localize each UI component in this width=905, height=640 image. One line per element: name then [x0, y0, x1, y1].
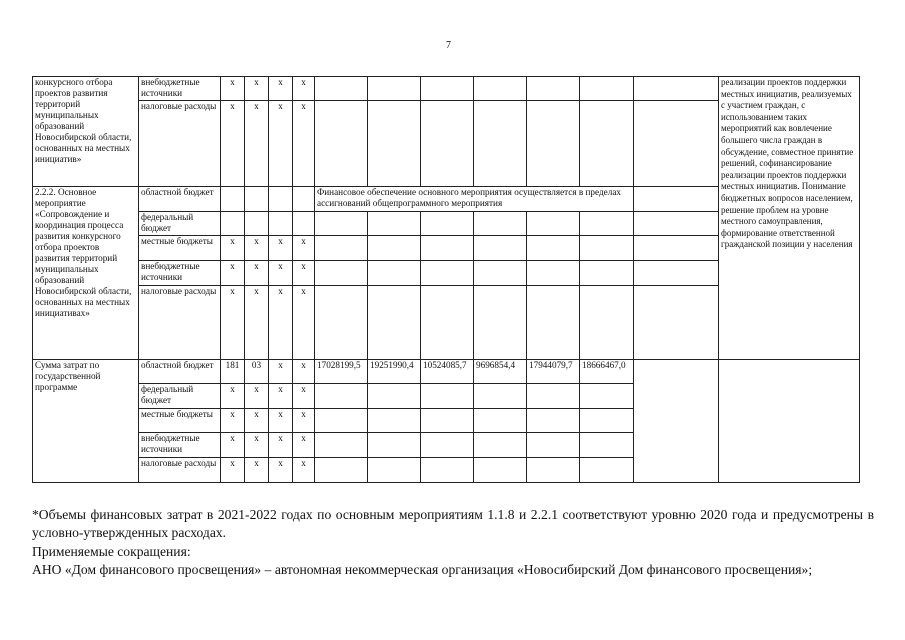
mark-cell: х — [269, 236, 293, 261]
mark-cell: х — [221, 433, 245, 458]
source-cell: федеральный бюджет — [139, 212, 221, 236]
mark-cell: х — [293, 101, 315, 187]
total-value: 19251990,4 — [368, 360, 421, 384]
mark-cell: х — [293, 384, 315, 409]
mark-cell: х — [245, 101, 269, 187]
mark-cell: х — [269, 261, 293, 286]
source-cell: областной бюджет — [139, 360, 221, 384]
source-cell: внебюджетные источники — [139, 77, 221, 101]
source-cell: внебюджетные источники — [139, 261, 221, 286]
source-cell: федеральный бюджет — [139, 384, 221, 409]
mark-cell: х — [245, 286, 269, 360]
total-value: 10524085,7 — [421, 360, 474, 384]
total-label: Сумма затрат по государственной программе — [33, 360, 139, 483]
mark-cell: х — [221, 286, 245, 360]
mark-cell: х — [245, 384, 269, 409]
measure-name-continued: конкурсного отбора проектов развития территорий муниципальных образований Новосибирской области, основанных на местных инициатив» — [33, 77, 139, 187]
source-cell: областной бюджет — [139, 187, 221, 212]
code-cell: х — [269, 360, 293, 384]
mark-cell: х — [245, 409, 269, 433]
mark-cell: х — [245, 458, 269, 483]
merged-financing-note: Финансовое обеспечение основного мероприятия осуществляется в пределах ассигнований общепрограммного мероприятия — [315, 187, 634, 212]
mark-cell: х — [245, 261, 269, 286]
mark-cell: х — [245, 433, 269, 458]
mark-cell: х — [269, 286, 293, 360]
mark-cell: х — [293, 433, 315, 458]
mark-cell: х — [293, 286, 315, 360]
total-value: 17944079,7 — [527, 360, 580, 384]
mark-cell: х — [269, 458, 293, 483]
mark-cell: х — [269, 433, 293, 458]
source-cell: налоговые расходы — [139, 458, 221, 483]
program-finance-table — [32, 76, 860, 483]
mark-cell: х — [245, 236, 269, 261]
total-value: 17028199,5 — [315, 360, 368, 384]
mark-cell: х — [221, 384, 245, 409]
mark-cell: х — [269, 77, 293, 101]
source-cell: местные бюджеты — [139, 236, 221, 261]
total-value: 18666467,0 — [580, 360, 634, 384]
source-cell: внебюджетные источники — [139, 433, 221, 458]
mark-cell: х — [221, 458, 245, 483]
measure-name-222: 2.2.2. Основное мероприятие «Сопровождение и координация процесса развития конкурсного отбора проектов развития территорий муниципальных образований Новосибирской области, основанных на местных инициативах» — [33, 187, 139, 360]
code-cell: 181 — [221, 360, 245, 384]
mark-cell: х — [221, 236, 245, 261]
table-row — [33, 77, 860, 101]
expected-results-note: реализации проектов поддержки местных инициатив, реализуемых с участием граждан, с использованием таких мероприятий как вовлечение большего числа граждан в обсуждение, совместное принятие решений, софинансирование реализации проектов поддержки местных инициатив. Понимание бюджетных вопросов населением, решение проблем на уровне местного самоуправления, формирование ответственной гражданской позиции у населения — [719, 77, 860, 360]
mark-cell: х — [293, 77, 315, 101]
code-cell: 03 — [245, 360, 269, 384]
source-cell: налоговые расходы — [139, 101, 221, 187]
mark-cell: х — [293, 409, 315, 433]
footnote: *Объемы финансовых затрат в 2021-2022 годах по основным мероприятиям 1.1.8 и 2.2.1 соответствуют уровню 2020 года и предусмотрены в условно-утвержденных расходах. — [32, 507, 874, 540]
mark-cell: х — [293, 236, 315, 261]
mark-cell: х — [293, 261, 315, 286]
page-number: 7 — [446, 40, 451, 51]
code-cell: х — [293, 360, 315, 384]
total-value: 9696854,4 — [474, 360, 527, 384]
abbreviation-entry: АНО «Дом финансового просвещения» – автономная некоммерческая организация «Новосибирский Дом финансового просвещения»; — [32, 562, 813, 577]
source-cell: налоговые расходы — [139, 286, 221, 360]
mark-cell: х — [269, 409, 293, 433]
mark-cell: х — [221, 101, 245, 187]
mark-cell: х — [221, 77, 245, 101]
mark-cell: х — [221, 409, 245, 433]
mark-cell: х — [221, 261, 245, 286]
mark-cell: х — [269, 384, 293, 409]
source-cell: местные бюджеты — [139, 409, 221, 433]
table-row — [33, 360, 860, 384]
mark-cell: х — [269, 101, 293, 187]
abbreviations-heading: Применяемые сокращения: — [32, 544, 191, 559]
mark-cell: х — [293, 458, 315, 483]
mark-cell: х — [245, 77, 269, 101]
